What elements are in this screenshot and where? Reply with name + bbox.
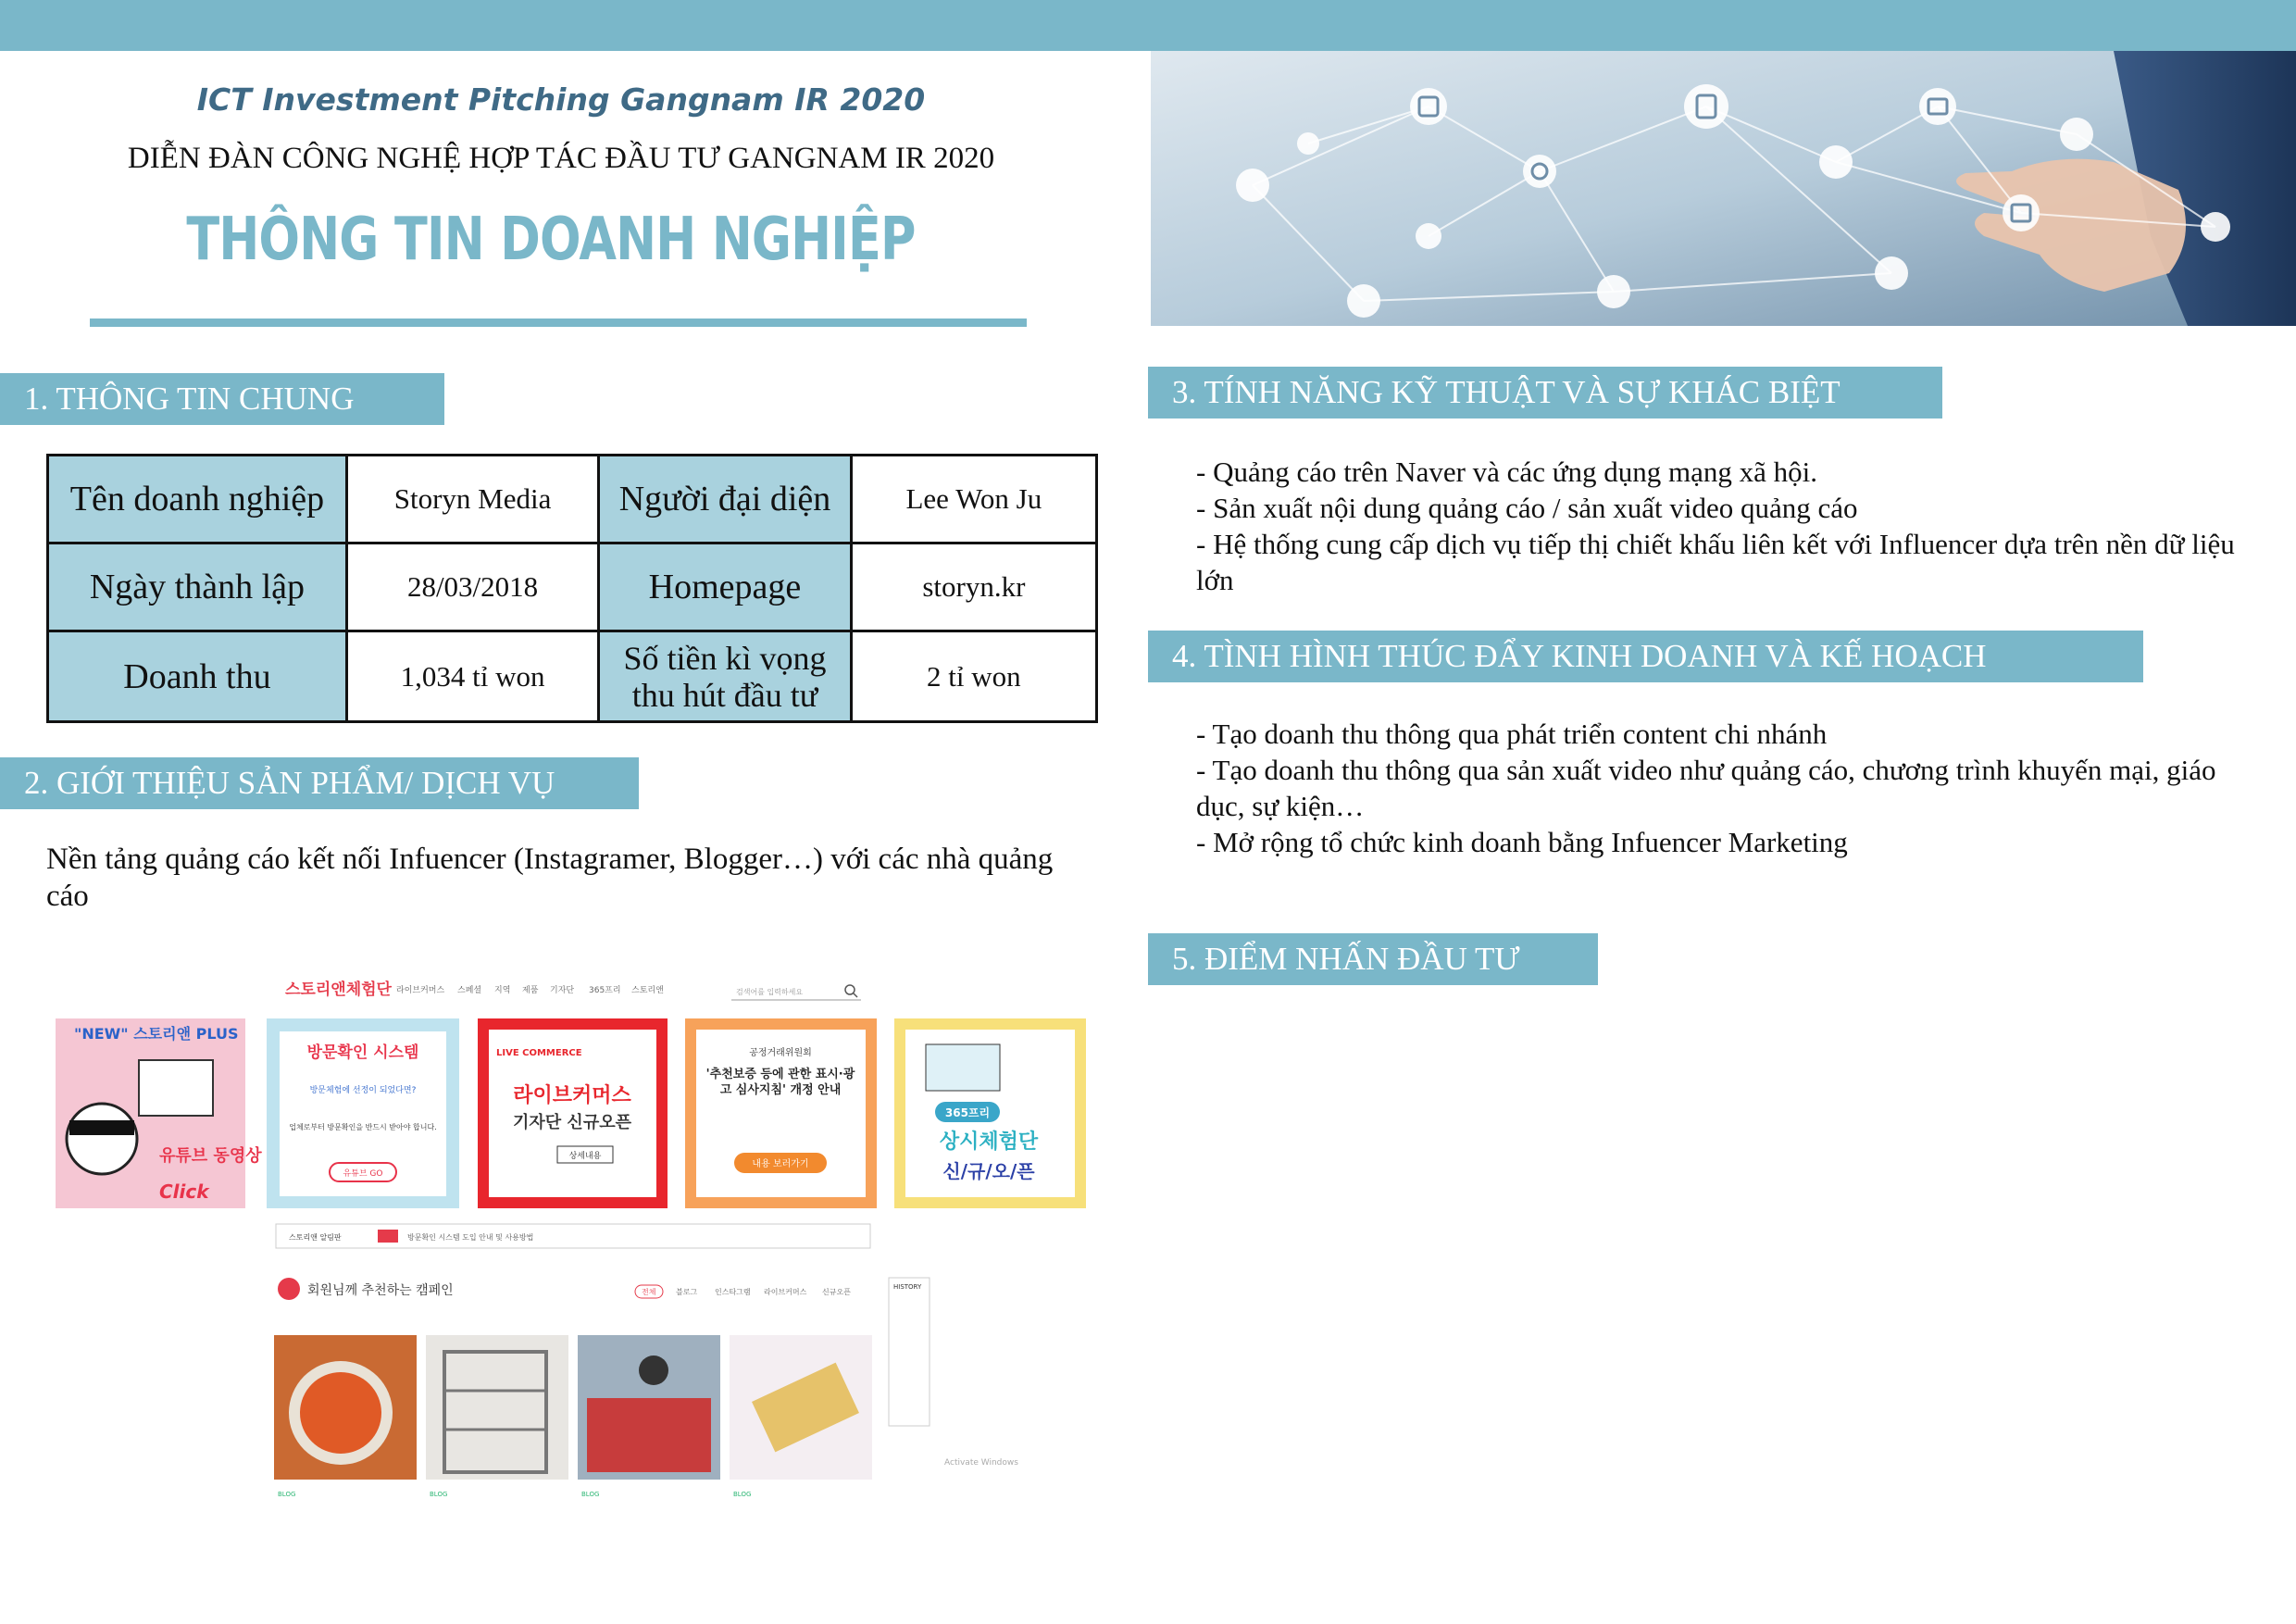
section-header-business-plan: 4. TÌNH HÌNH THÚC ĐẨY KINH DOANH VÀ KẾ HOẠCH	[1148, 631, 2143, 682]
hero-network-image	[1151, 51, 2296, 326]
banner-365-free	[894, 1018, 1086, 1208]
event-kicker: ICT Investment Pitching Gangnam IR 2020	[196, 81, 926, 118]
pin-icon	[278, 1278, 300, 1300]
campaign-card	[730, 1335, 872, 1498]
svg-text:내용 보러가기: 내용 보러가기	[752, 1159, 809, 1169]
svg-text:BLOG: BLOG	[430, 1491, 448, 1498]
svg-text:신/규/오/픈: 신/규/오/픈	[942, 1160, 1035, 1182]
notice-text: 방문확인 시스템 도입 안내 및 사용방법	[407, 1233, 534, 1242]
site-nav-item: 제품	[522, 986, 539, 995]
value-founding-date: 28/03/2018	[346, 543, 598, 631]
site-nav-item: 스페셜	[457, 986, 482, 995]
list-item: - Quảng cáo trên Naver và các ứng dụng mạng xã hội.	[1196, 456, 1817, 488]
title-underline	[90, 319, 1027, 327]
recommend-title: 회원님께 추천하는 캠페인	[307, 1283, 454, 1298]
svg-text:라이브커머스: 라이브커머스	[513, 1084, 631, 1107]
campaign-card	[426, 1335, 568, 1498]
company-info-table	[46, 454, 1098, 723]
rec-tab: 블로그	[676, 1288, 698, 1296]
site-brand: 스토리앤체험단	[285, 981, 392, 999]
site-nav-item: 라이브커머스	[396, 986, 445, 995]
label-company-name: Tên doanh nghiệp	[48, 456, 347, 543]
value-investment-target: 2 tỉ won	[851, 631, 1096, 722]
campaign-card	[274, 1335, 417, 1498]
banner-storyn-plus	[56, 1018, 262, 1208]
svg-text:"NEW" 스토리앤 PLUS: "NEW" 스토리앤 PLUS	[74, 1025, 239, 1043]
section-header-product: 2. GIỚI THIỆU SẢN PHẨM/ DỊCH VỤ	[0, 757, 639, 809]
svg-text:상시체험단: 상시체험단	[939, 1131, 1039, 1154]
table-row	[48, 456, 1097, 543]
svg-text:공정거래위원회: 공정거래위원회	[749, 1048, 812, 1058]
page-title: THÔNG TIN DOANH NGHIỆP	[186, 206, 916, 274]
campaign-card	[578, 1335, 720, 1498]
history-label: HISTORY	[893, 1283, 922, 1291]
svg-text:365프리: 365프리	[944, 1106, 991, 1119]
notice-label: 스토리앤 알림판	[289, 1233, 342, 1242]
rec-tab: 인스타그램	[715, 1288, 751, 1296]
rec-tab: 전체	[642, 1288, 656, 1296]
site-search-placeholder: 검색어를 입력하세요	[736, 988, 804, 996]
section-header-investment-highlights: 5. ĐIỂM NHẤN ĐẦU TƯ	[1148, 933, 1598, 985]
svg-text:방문체험에 선정이 되었다면?: 방문체험에 선정이 되었다면?	[309, 1086, 417, 1095]
forum-title: DIỄN ĐÀN CÔNG NGHỆ HỢP TÁC ĐẦU TƯ GANGNAM IR 2020	[127, 142, 995, 175]
site-nav-item: 365프리	[589, 986, 621, 995]
label-representative: Người đại diện	[599, 456, 851, 543]
plans-list	[1196, 716, 2261, 860]
label-founding-date: Ngày thành lập	[48, 543, 347, 631]
ftc-notice-text: '추천보증 등에 관한 표시·광고 심사지침' 개정 안내	[705, 1068, 855, 1097]
table-row	[48, 631, 1097, 722]
site-nav-item: 지역	[494, 986, 511, 995]
svg-text:LIVE COMMERCE: LIVE COMMERCE	[496, 1048, 582, 1058]
top-accent-bar	[0, 0, 2296, 51]
list-item: - Mở rộng tổ chức kinh doanh bằng Infuencer Marketing	[1196, 826, 1848, 858]
svg-text:유튜브 동영상: 유튜브 동영상	[159, 1146, 262, 1166]
banner-ftc-notice	[685, 1018, 877, 1208]
svg-text:BLOG: BLOG	[581, 1491, 600, 1498]
product-description: Nền tảng quảng cáo kết nối Infuencer (Instagramer, Blogger…) với các nhà quảng cáo	[46, 843, 1054, 913]
site-nav-item: 스토리앤	[631, 986, 664, 995]
os-watermark: Activate Windows	[944, 1458, 1018, 1468]
section-header-general-info: 1. THÔNG TIN CHUNG	[0, 373, 444, 425]
svg-text:상세내용: 상세내용	[568, 1152, 602, 1161]
list-item: - Hệ thống cung cấp dịch vụ tiếp thị chiết khấu liên kết với Influencer dựa trên nền dữ liệu lớn	[1196, 528, 2235, 596]
banner-visit-check	[267, 1018, 459, 1208]
section-header-technical: 3. TÍNH NĂNG KỸ THUẬT VÀ SỰ KHÁC BIỆT	[1148, 367, 1942, 418]
svg-text:유튜브 GO: 유튜브 GO	[343, 1169, 383, 1179]
svg-text:방문확인 시스템: 방문확인 시스템	[306, 1043, 419, 1062]
list-item: - Tạo doanh thu thông qua phát triển content chi nhánh	[1196, 718, 1828, 750]
svg-text:Click: Click	[159, 1181, 209, 1203]
website-screenshot	[46, 963, 1102, 1509]
features-list	[1196, 454, 2261, 598]
site-nav-item: 기자단	[550, 986, 575, 995]
list-item: - Tạo doanh thu thông qua sản xuất video như quảng cáo, chương trình khuyến mại, giáo dục, sự kiện…	[1196, 754, 2216, 822]
label-revenue: Doanh thu	[48, 631, 347, 722]
label-homepage: Homepage	[599, 543, 851, 631]
list-item: - Sản xuất nội dung quảng cáo / sản xuất video quảng cáo	[1196, 492, 1858, 524]
value-company-name: Storyn Media	[346, 456, 598, 543]
svg-text:BLOG: BLOG	[278, 1491, 296, 1498]
value-representative: Lee Won Ju	[851, 456, 1096, 543]
rec-tab: 라이브커머스	[764, 1288, 807, 1296]
svg-text:업체로부터 방문확인을 반드시 받아야 합니다.: 업체로부터 방문확인을 반드시 받아야 합니다.	[289, 1123, 437, 1131]
label-investment-target: Số tiền kì vọng thu hút đầu tư	[599, 631, 851, 722]
value-revenue: 1,034 tỉ won	[346, 631, 598, 722]
value-homepage: storyn.kr	[851, 543, 1096, 631]
svg-text:기자단 신규오픈: 기자단 신규오픈	[513, 1113, 631, 1132]
rec-tab: 신규오픈	[822, 1288, 851, 1296]
table-row	[48, 543, 1097, 631]
svg-text:BLOG: BLOG	[733, 1491, 752, 1498]
banner-live-commerce	[478, 1018, 668, 1208]
